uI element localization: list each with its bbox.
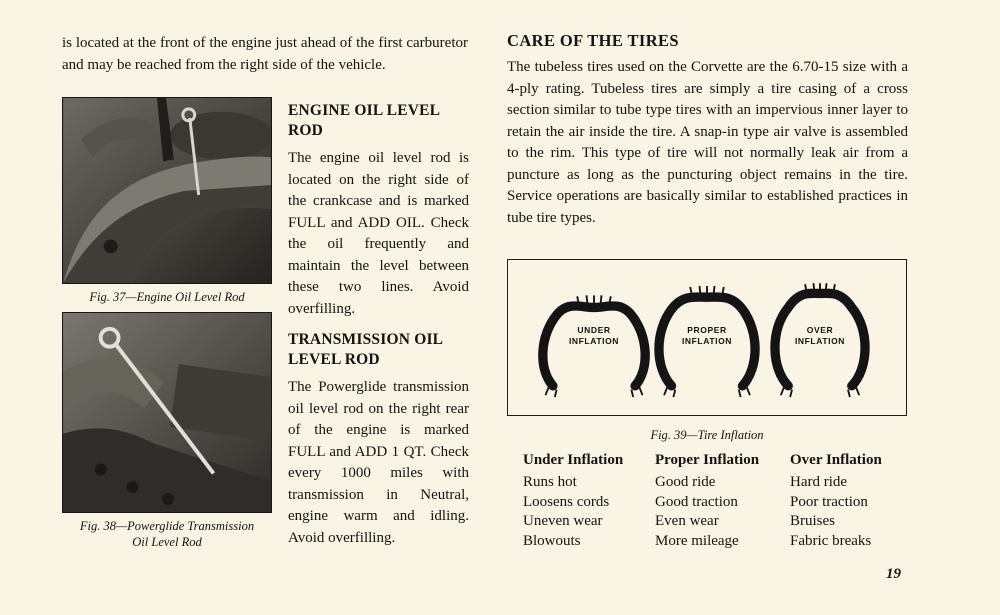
over-inflation-label xyxy=(764,325,876,347)
tires-paragraph: The tubeless tires used on the Corvette are the 6.70-15 size with a 4-ply rating. Tubeless tires are simply a tire casing of a cross section similar to tube type tires with an impervious inner layer to retain the air inside the tire. A snap-in type air valve is assembled to the rim. This type of tire will not normally leak air from a puncture as long as the puncturing object remains in the tire. Service operations are basically similar to established practices in tube tire types. xyxy=(507,59,908,226)
transmission-oil-heading: TRANSMISSION OIL LEVEL ROD xyxy=(288,331,443,368)
care-of-the-tires-heading: CARE OF THE TIRES xyxy=(507,31,680,50)
over-inflation-label-line2: INFLATION xyxy=(794,336,846,346)
under-inflation-tire xyxy=(538,281,650,403)
proper-inflation-label-line2: INFLATION xyxy=(681,336,733,346)
engine-oil-section xyxy=(288,101,469,320)
page-number: 19 xyxy=(886,566,901,582)
figure-38-caption xyxy=(62,519,272,550)
table-cell: Hard ride xyxy=(790,474,848,490)
under-inflation-label xyxy=(538,325,650,347)
table-cell: Good ride xyxy=(655,474,716,490)
engine-oil-level-rod-photo xyxy=(62,97,272,284)
table-header-over: Over Inflation xyxy=(790,452,882,468)
under-inflation-label-line1: UNDER xyxy=(577,325,611,335)
under-inflation-label-line2: INFLATION xyxy=(568,336,620,346)
table-cell: Good traction xyxy=(655,493,738,510)
figure-38 xyxy=(62,312,274,550)
transmission-oil-section xyxy=(288,330,469,549)
inflation-table xyxy=(523,450,907,551)
proper-inflation-label-line1: PROPER xyxy=(687,325,727,335)
table-cell: Even wear xyxy=(655,513,719,529)
proper-inflation-tire xyxy=(651,281,763,403)
table-cell: Fabric breaks xyxy=(790,532,872,549)
transmission-oil-level-rod-photo xyxy=(62,312,272,513)
table-cell: Uneven wear xyxy=(523,513,603,529)
engine-oil-heading: ENGINE OIL LEVEL ROD xyxy=(288,102,440,139)
over-inflation-tire xyxy=(764,281,876,403)
engine-oil-paragraph: The engine oil level rod is located on the right side of the crankcase and is marked FULL and ADD OIL. Check the oil frequently and maintain the level between these two lines. Avoid overfilling. xyxy=(288,150,469,317)
table-cell: Loosens cords xyxy=(523,493,610,510)
table-cell: Bruises xyxy=(790,513,835,529)
table-cell: More mileage xyxy=(655,532,739,549)
table-cell: Runs hot xyxy=(523,474,577,490)
table-header-under: Under Inflation xyxy=(523,452,624,468)
left-intro-paragraph: is located at the front of the engine just ahead of the first carburetor and may be reached from the right side of the vehicle. xyxy=(62,35,468,73)
figure-39-caption: Fig. 39—Tire Inflation xyxy=(650,428,764,442)
table-header-proper: Proper Inflation xyxy=(655,452,760,468)
table-cell: Blowouts xyxy=(523,532,581,549)
figure-37-caption: Fig. 37—Engine Oil Level Rod xyxy=(89,290,245,304)
figure-38-caption-line2: Oil Level Rod xyxy=(132,534,202,549)
proper-inflation-label xyxy=(651,325,763,347)
figure-39-box xyxy=(507,259,907,416)
over-inflation-label-line1: OVER xyxy=(806,325,834,335)
transmission-oil-paragraph: The Powerglide transmission oil level rod on the right rear of the engine is marked FULL and ADD 1 QT. Check every 1000 miles with transmission in Neutral, engine warm and idling. Avoid overfilling. xyxy=(288,379,469,546)
figure-37 xyxy=(62,97,274,306)
table-cell: Poor traction xyxy=(790,493,868,510)
figure-38-caption-line1: Fig. 38—Powerglide Transmission xyxy=(79,519,255,533)
